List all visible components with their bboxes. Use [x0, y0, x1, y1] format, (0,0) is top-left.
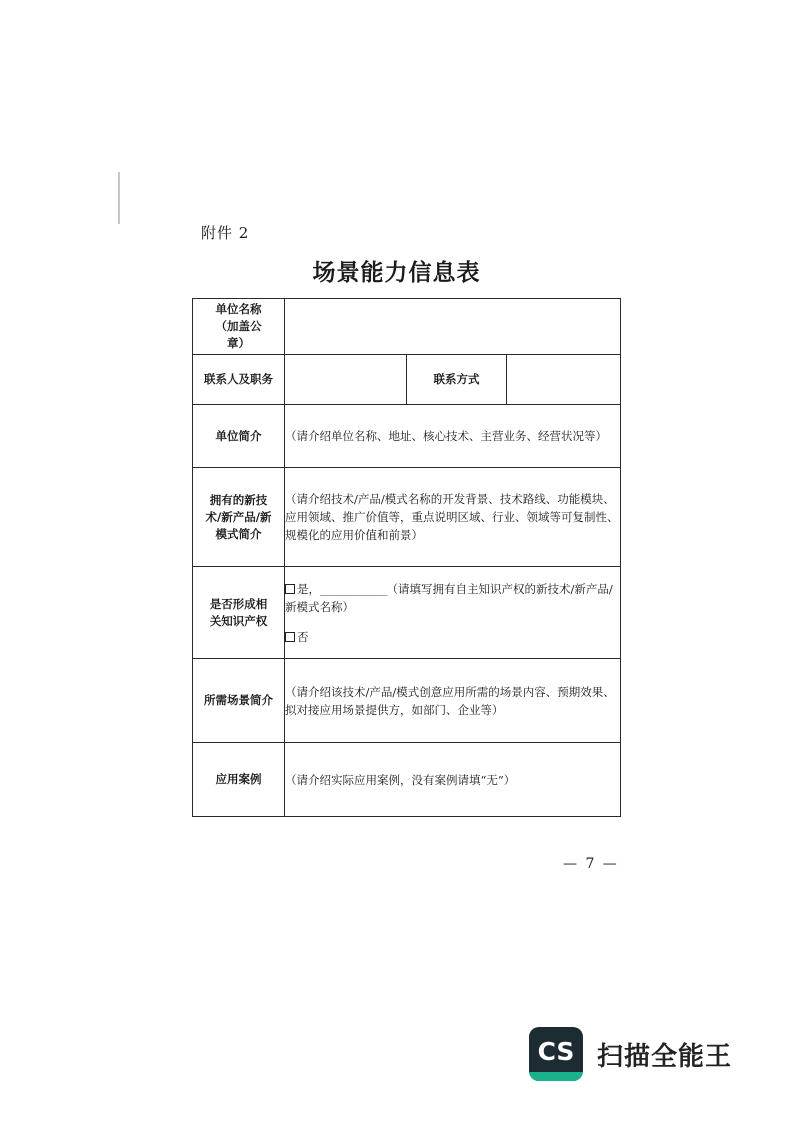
tech-label: 拥有的新技术/新产品/新模式简介: [193, 468, 285, 567]
intro-hint: （请介绍单位名称、地址、核心技术、主营业务、经营状况等）: [285, 429, 607, 443]
row-contact: [193, 355, 621, 405]
unit-name-field[interactable]: [285, 299, 621, 355]
page-title: 场景能力信息表: [312, 260, 481, 286]
ip-yes-label: 是，: [297, 581, 320, 596]
logo-text: CS: [537, 1036, 575, 1066]
ip-no-option[interactable]: [285, 628, 620, 646]
intro-field[interactable]: [285, 405, 621, 468]
logo-strip: [529, 1072, 583, 1081]
ip-label: 是否形成相关知识产权: [193, 567, 285, 659]
scene-label: 所需场景简介: [193, 659, 285, 743]
row-tech: [193, 468, 621, 567]
ip-hint: （请填写拥有自主知识产权的新技术/新产品/新模式名称）: [285, 581, 613, 614]
row-intro: [193, 405, 621, 468]
case-hint: （请介绍实际应用案例，没有案例请填“无”）: [285, 772, 516, 787]
page-number: — 7 —: [563, 856, 619, 872]
ip-blank-line[interactable]: ______________: [320, 581, 387, 596]
tech-field[interactable]: [285, 468, 621, 567]
contact-method-label: 联系方式: [407, 355, 507, 405]
attachment-label: 附件 2: [201, 224, 250, 242]
row-unit-name: [193, 299, 621, 355]
contact-field[interactable]: [285, 355, 407, 405]
ip-yes-option[interactable]: [285, 580, 620, 616]
camscanner-logo-icon: [529, 1027, 583, 1081]
intro-label: 单位简介: [193, 405, 285, 468]
tech-hint: （请介绍技术/产品/模式名称的开发背景、技术路线、功能模块、应用领域、推广价值等，重点说明区域、行业、领域等可复制性、规模化的应用价值和前景）: [285, 492, 619, 542]
checkbox-no[interactable]: [285, 632, 295, 642]
case-label: 应用案例: [193, 743, 285, 817]
row-ip: [193, 567, 621, 659]
row-case: [193, 743, 621, 817]
contact-label: 联系人及职务: [193, 355, 285, 405]
checkbox-yes[interactable]: [285, 584, 295, 594]
contact-method-field[interactable]: [507, 355, 621, 405]
scanner-watermark: [529, 1027, 732, 1081]
row-scene: [193, 659, 621, 743]
scene-field[interactable]: [285, 659, 621, 743]
case-field[interactable]: [285, 743, 621, 817]
ip-field: [285, 567, 621, 659]
ip-no-label: 否: [297, 629, 309, 644]
scan-edge-mark: [118, 172, 120, 224]
brand-name: 扫描全能王: [597, 1041, 733, 1072]
scene-hint: （请介绍该技术/产品/模式创意应用所需的场景内容、预期效果、拟对接应用场景提供方，如部门、企业等）: [285, 684, 615, 717]
unit-name-label: 单位名称（加盖公章）: [193, 299, 285, 355]
info-form-table: [192, 298, 621, 817]
